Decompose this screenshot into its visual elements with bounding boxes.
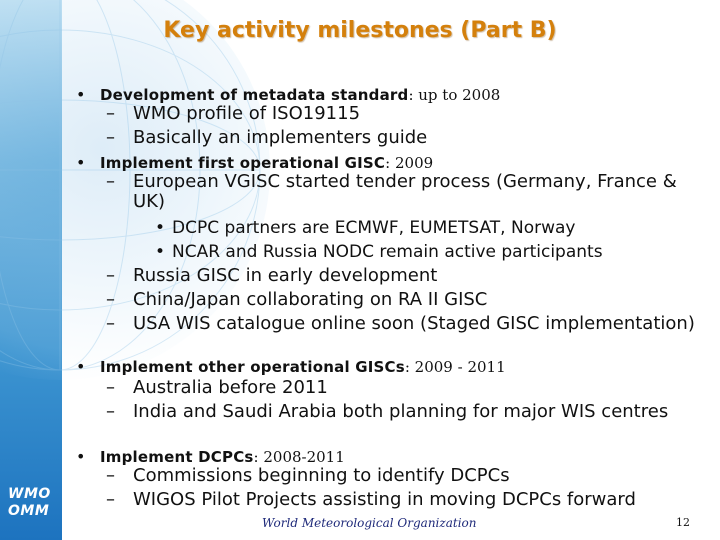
dot-marker: •: [155, 242, 166, 262]
sub-bullet-text: Australia before 2011: [133, 377, 328, 398]
footer-organization: World Meteorological Organization: [262, 516, 477, 530]
dash-marker: –: [106, 265, 115, 286]
sub-bullet-text: WIGOS Pilot Projects assisting in moving DCPCs forward: [133, 489, 636, 510]
sub-bullet: [106, 313, 703, 334]
bullet-heading-strong: Development of metadata standard: [100, 86, 409, 104]
dash-marker: –: [106, 171, 115, 192]
bullet-heading: [76, 447, 345, 466]
page-number: 12: [676, 516, 690, 529]
bullet-heading: [76, 153, 434, 172]
sub-bullet-text: Basically an implementers guide: [133, 127, 428, 148]
bullet-heading-rest: : 2009 - 2011: [404, 358, 506, 376]
dot-marker: •: [155, 218, 166, 238]
sub-sub-bullet: [155, 242, 603, 262]
sub-bullet: [106, 465, 703, 486]
sub-bullet: [106, 289, 703, 310]
bullet-marker: •: [76, 357, 86, 376]
bullet-marker: •: [76, 447, 86, 466]
slide-title: Key activity milestones (Part B): [163, 18, 557, 43]
sub-bullet-text: India and Saudi Arabia both planning for major WIS centres: [133, 401, 669, 422]
bullet-marker: •: [76, 153, 86, 172]
bullet-heading-strong: Implement DCPCs: [100, 448, 254, 466]
sub-sub-bullet: [155, 218, 576, 238]
sub-bullet: [106, 489, 703, 510]
dash-marker: –: [106, 289, 115, 310]
dash-marker: –: [106, 465, 115, 486]
sub-bullet-text: European VGISC started tender process (Germany, France & UK): [133, 171, 677, 212]
bullet-heading: [76, 85, 501, 104]
sub-bullet-text: Russia GISC in early development: [133, 265, 438, 286]
sub-bullet: [106, 127, 703, 148]
sub-sub-bullet-text: NCAR and Russia NODC remain active participants: [172, 242, 603, 262]
sub-bullet: [106, 103, 703, 124]
dash-marker: –: [106, 313, 115, 334]
dash-marker: –: [106, 489, 115, 510]
sub-bullet: [106, 265, 703, 286]
bullet-marker: •: [76, 85, 86, 104]
bullet-heading-rest: : 2009: [385, 154, 434, 172]
sub-bullet: [106, 377, 703, 398]
bullet-heading: [76, 357, 506, 376]
bullet-heading-strong: Implement other operational GISCs: [100, 358, 405, 376]
sub-sub-bullet-text: DCPC partners are ECMWF, EUMETSAT, Norway: [172, 218, 576, 238]
sub-bullet-text: USA WIS catalogue online soon (Staged GISC implementation): [133, 313, 695, 334]
sub-bullet-text: WMO profile of ISO19115: [133, 103, 361, 124]
wmo-logo-text: WMO OMM: [8, 486, 51, 519]
sub-bullet: [106, 401, 703, 422]
dash-marker: –: [106, 127, 115, 148]
bullet-heading-strong: Implement first operational GISC: [100, 154, 386, 172]
sub-bullet: [106, 171, 703, 212]
sub-bullet-text: China/Japan collaborating on RA II GISC: [133, 289, 488, 310]
bullet-heading-rest: : up to 2008: [408, 86, 501, 104]
dash-marker: –: [106, 401, 115, 422]
bullet-heading-rest: : 2008-2011: [253, 448, 345, 466]
dash-marker: –: [106, 377, 115, 398]
dash-marker: –: [106, 103, 115, 124]
sub-bullet-text: Commissions beginning to identify DCPCs: [133, 465, 510, 486]
